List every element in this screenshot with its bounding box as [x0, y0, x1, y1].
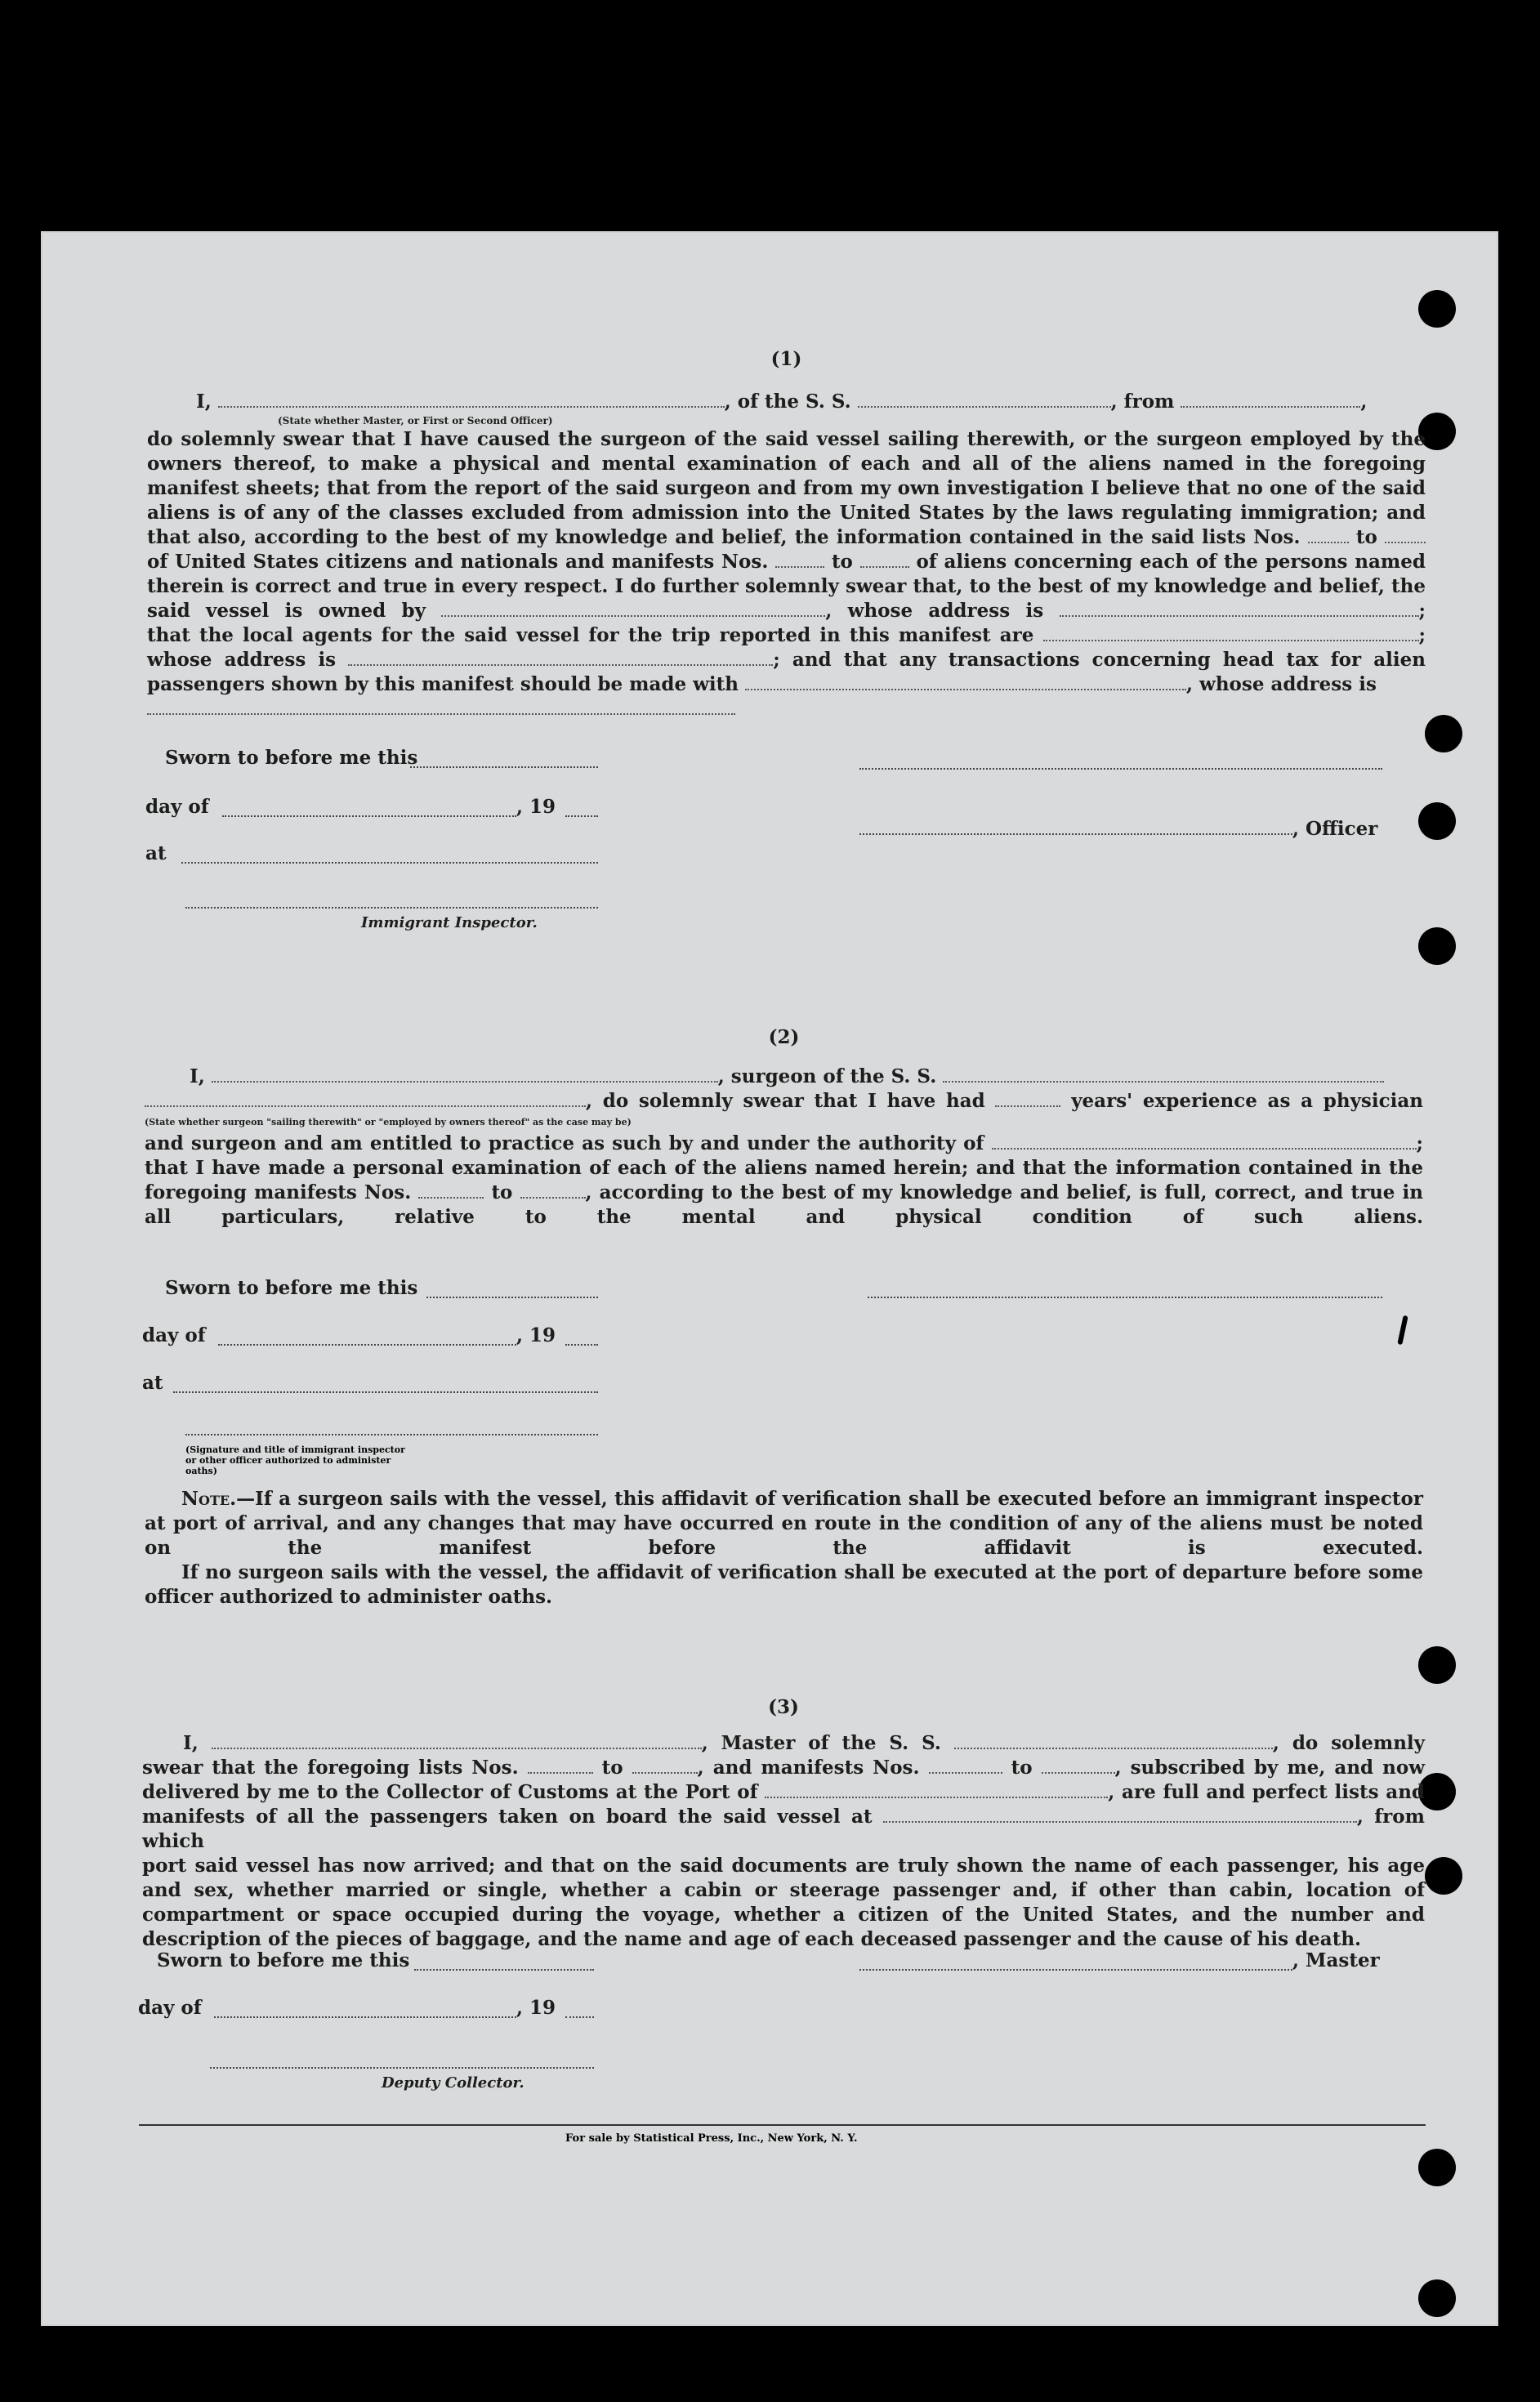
- manifest-to-field[interactable]: [860, 551, 909, 568]
- month-field[interactable]: [218, 1344, 516, 1346]
- punch-hole: [1425, 1857, 1462, 1895]
- local-agents-field[interactable]: [1043, 625, 1419, 641]
- punch-hole: [1418, 927, 1456, 965]
- note: Note.—If a surgeon sails with the vessel, this affidavit of verification shall be executed before an immigrant inspector at port of arrival, and any changes that may have occurred en route in the condition of any of the aliens must be noted on the manifest before the affidavit is executed. If no surgeon sails with the vessel, the affidavit of verification shall be executed at the port of departure before some officer authorized to administer oaths.: [145, 1488, 1423, 1608]
- list-to-field[interactable]: [1385, 527, 1426, 543]
- embark-port-field[interactable]: [883, 1806, 1357, 1823]
- punch-hole: [1418, 2279, 1456, 2317]
- collector-signature-field[interactable]: [210, 2067, 594, 2069]
- day-of-label: day of: [138, 1997, 202, 2019]
- master-label: , Master: [1292, 1949, 1380, 1971]
- section-2: (2) I, , surgeon of the S. S. , do solemnly swear that I have had years' experience as a physician (State whether surgeon "sailing therewith" or "employed by owners thereof" as the case may be) and surgeon and am entitled to practice as such by and under the authority of ; that I have made a personal examination of each of the aliens named herein; and that the information contained in the foregoing manifests Nos. to , according to the best of my knowledge and belief, is full, correct, and true in all particulars, relative to the mental and physical condition of such aliens.: [145, 1026, 1423, 1228]
- day-of-label: day of: [142, 1324, 206, 1346]
- inspector-signature-field[interactable]: [185, 907, 598, 909]
- year-field[interactable]: [565, 815, 598, 817]
- sworn-label: Sworn to before me this: [165, 1277, 418, 1299]
- section-number: (3): [768, 1696, 799, 1718]
- year-label: , 19: [516, 1324, 556, 1346]
- at-place-field[interactable]: [173, 1391, 598, 1393]
- owner-field[interactable]: [441, 600, 825, 617]
- punch-hole: [1425, 715, 1462, 752]
- signature-hint: (Signature and title of immigrant inspector or other officer authorized to administer oaths): [185, 1444, 405, 1476]
- head-tax-address-field[interactable]: [147, 699, 735, 715]
- at-place-field[interactable]: [181, 862, 598, 864]
- sworn-label: Sworn to before me this: [165, 747, 418, 769]
- month-field[interactable]: [214, 2016, 516, 2018]
- master-signature-field[interactable]: [859, 1969, 1292, 1971]
- surgeon-hint: (State whether surgeon "sailing therewith" or "employed by owners thereof" as the case may be): [145, 1117, 632, 1127]
- master-name-field[interactable]: [212, 1733, 702, 1749]
- officer-rank-field[interactable]: [218, 391, 725, 408]
- agent-address-field[interactable]: [348, 650, 773, 666]
- years-experience-field[interactable]: [995, 1091, 1060, 1107]
- vessel-name-field[interactable]: [858, 391, 1111, 408]
- immigrant-inspector-label: Immigrant Inspector.: [361, 914, 538, 931]
- surgeon-name-field[interactable]: [212, 1066, 718, 1083]
- printer-credit: For sale by Statistical Press, Inc., New York, N. Y.: [565, 2132, 858, 2145]
- at-label: at: [145, 842, 167, 864]
- list-from-field[interactable]: [528, 1757, 593, 1774]
- punch-hole: [1418, 1646, 1456, 1684]
- manifest-from-field[interactable]: [775, 551, 824, 568]
- manifest-to-field[interactable]: [1042, 1757, 1115, 1774]
- year-field[interactable]: [565, 1344, 598, 1346]
- manifest-from-field[interactable]: [418, 1182, 484, 1199]
- year-label: , 19: [516, 796, 556, 818]
- deputy-collector-label: Deputy Collector.: [382, 2074, 524, 2092]
- sworn-day-field[interactable]: [410, 766, 598, 768]
- punch-hole: [1418, 2149, 1456, 2186]
- sworn-label: Sworn to before me this: [157, 1949, 410, 1971]
- authority-field[interactable]: [992, 1133, 1417, 1150]
- owner-address-field[interactable]: [1060, 600, 1419, 617]
- sworn-day-field[interactable]: [426, 1297, 598, 1298]
- punch-hole: [1418, 290, 1456, 328]
- at-label: at: [142, 1372, 163, 1394]
- sworn-day-field[interactable]: [414, 1969, 594, 1971]
- list-to-field[interactable]: [632, 1757, 698, 1774]
- officer-signature-line[interactable]: [859, 768, 1382, 770]
- year-label: , 19: [516, 1997, 556, 2019]
- pen-mark: [1397, 1315, 1408, 1345]
- punch-hole: [1418, 802, 1456, 840]
- surgeon-status-field[interactable]: [145, 1091, 586, 1107]
- section-number: (1): [770, 348, 802, 370]
- month-field[interactable]: [222, 815, 516, 817]
- manifest-to-field[interactable]: [520, 1182, 586, 1199]
- form-page: [42, 233, 1497, 2324]
- head-tax-party-field[interactable]: [745, 674, 1186, 690]
- section-number: (2): [768, 1026, 800, 1048]
- manifest-from-field[interactable]: [929, 1757, 1002, 1774]
- rank-hint: (State whether Master, or First or Second Officer): [278, 415, 553, 426]
- section-1: (1) I, , of the S. S. , from , (State whether Master, or First or Second Officer) do solemnly swear that I have caused the surgeon of the said vessel sailing therewith, or the surgeon employed by the owners thereof, to make a physical and mental examination of each and all of the aliens named in the foregoing manifest sheets; that from the report of the said surgeon and from my own investigation I believe that no one of the said aliens is of any of the classes excluded from admission into the United States by the laws regulating immigration; and that also, according to the best of my knowledge and belief, the information contained in the said lists Nos. to of United States citizens and nationals and manifests Nos. to of aliens concerning each of the persons named therein is correct and true in every respect. I do further solemnly swear that, to the best of my knowledge and belief, the said vessel is owned by , whose address is ; that the local agents for the said vessel for the trip reported in this manifest are ; whose address is ; and that any transactions concerning head tax for alien passengers shown by this manifest should be made with , whose address is: [147, 347, 1426, 721]
- year-field[interactable]: [565, 2016, 594, 2018]
- section-3: (3) I, , Master of the S. S. , do solemnly swear that the foregoing lists Nos. to , and manifests Nos. to , subscribed by me, and now delivered by me to the Collector of Customs at the Port of , are full and perfect lists and manifests of all the passengers taken on board the said vessel at , from which port said vessel has now arrived; and that on the said documents are truly shown the name of each passenger, his age and sex, whether married or single, whether a cabin or steerage passenger and, if other than cabin, location of compartment or space occupied during the voyage, whether a citizen of the United States, and the number and description of the pieces of baggage, and the name and age of each deceased passenger and the cause of his death.: [142, 1696, 1426, 1950]
- surgeon-vessel-field[interactable]: [943, 1066, 1384, 1083]
- footer-rule: [139, 2124, 1426, 2126]
- day-of-label: day of: [145, 796, 209, 818]
- official-signature-field[interactable]: [185, 1434, 598, 1435]
- port-field[interactable]: [765, 1782, 1108, 1798]
- from-port-field[interactable]: [1181, 391, 1360, 408]
- vessel-name-field[interactable]: [954, 1733, 1273, 1749]
- officer-label: , Officer: [1292, 818, 1378, 840]
- surgeon-signature-line[interactable]: [868, 1297, 1382, 1298]
- list-from-field[interactable]: [1308, 527, 1349, 543]
- officer-title-field[interactable]: [859, 833, 1292, 835]
